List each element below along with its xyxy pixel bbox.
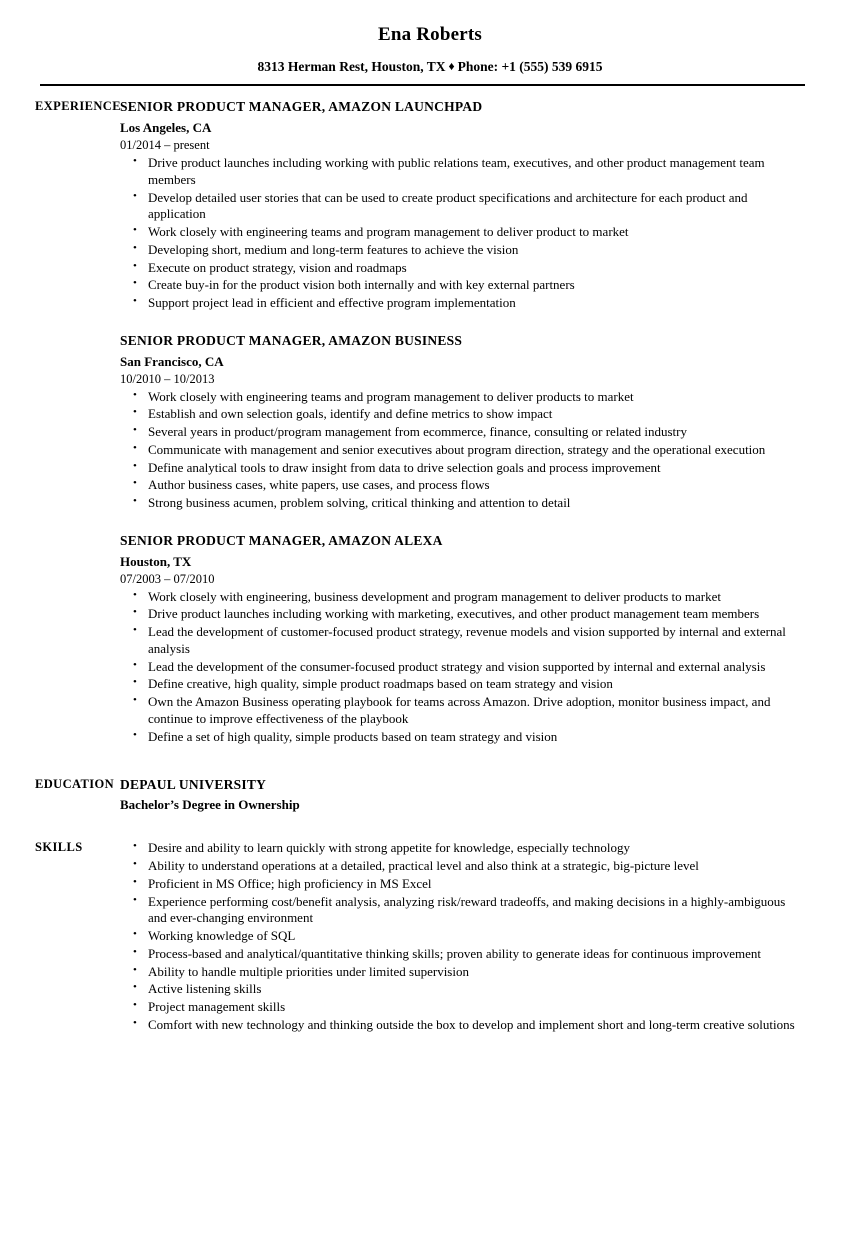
job-entry	[120, 533, 802, 746]
list-item: • Several years in product/program management from ecommerce, finance, consulting or related industry	[120, 424, 802, 441]
list-item: • Establish and own selection goals, identify and define metrics to show impact	[120, 406, 802, 423]
job-entry	[120, 99, 802, 312]
list-item: • Develop detailed user stories that can be used to create product specifications and architecture for each product and application	[120, 190, 802, 224]
list-item: • Drive product launches including working with public relations team, executives, and other product management team members	[120, 155, 802, 189]
job-bullet-list	[120, 155, 802, 312]
education-entry	[120, 777, 802, 815]
education-entries	[120, 777, 860, 815]
list-item: • Define a set of high quality, simple products based on team strategy and vision	[120, 729, 802, 746]
list-item: • Author business cases, white papers, use cases, and process flows	[120, 477, 802, 494]
section-skills	[0, 840, 860, 1034]
job-location: Los Angeles, CA	[120, 120, 212, 136]
education-school: DEPAUL UNIVERSITY	[120, 776, 267, 792]
list-item: • Work closely with engineering teams and program management to deliver product to market	[120, 224, 802, 241]
section-education	[0, 777, 860, 815]
list-item: • Desire and ability to learn quickly with strong appetite for knowledge, especially technology	[120, 840, 802, 857]
list-item: • Lead the development of the consumer-focused product strategy and vision supported by internal and external analysis	[120, 659, 802, 676]
experience-jobs	[120, 99, 860, 746]
job-dates: 10/2010 – 10/2013	[120, 371, 215, 386]
list-item: • Define analytical tools to draw insight from data to drive selection goals and process improvement	[120, 460, 802, 477]
contact-address: 8313 Herman Rest, Houston, TX	[257, 58, 446, 74]
section-experience	[0, 99, 860, 746]
list-item: • Create buy-in for the product vision both internally and with key external partners	[120, 277, 802, 294]
list-item: • Own the Amazon Business operating playbook for teams across Amazon. Drive adoption, monitor business impact, and continue to improve effectiveness of the playbook	[120, 694, 802, 728]
list-item: • Proficient in MS Office; high proficiency in MS Excel	[120, 876, 802, 893]
job-title: SENIOR PRODUCT MANAGER, AMAZON ALEXA	[120, 533, 443, 549]
list-item: • Drive product launches including working with marketing, executives, and other product management team members	[120, 606, 802, 623]
contact-phone: Phone: +1 (555) 539 6915	[457, 58, 603, 74]
list-item: • Work closely with engineering, business development and program management to deliver products to market	[120, 589, 802, 606]
list-item: • Communicate with management and senior executives about program direction, strategy and the operational execution	[120, 442, 802, 459]
section-label-skills: SKILLS	[35, 840, 83, 855]
contact-line	[0, 59, 860, 75]
job-bullet-list	[120, 589, 802, 746]
job-title: SENIOR PRODUCT MANAGER, AMAZON LAUNCHPAD	[120, 99, 483, 115]
list-item: • Active listening skills	[120, 981, 802, 998]
section-label-experience: EXPERIENCE	[35, 99, 121, 114]
list-item: • Execute on product strategy, vision and roadmaps	[120, 260, 802, 277]
candidate-name: Ena Roberts	[377, 24, 483, 45]
education-degree: Bachelor’s Degree in Ownership	[120, 797, 300, 813]
list-item: • Define creative, high quality, simple product roadmaps based on team strategy and vision	[120, 676, 802, 693]
list-item: • Project management skills	[120, 999, 802, 1016]
job-entry	[120, 333, 802, 512]
job-bullet-list	[120, 389, 802, 512]
resume-header	[0, 0, 860, 86]
list-item: • Support project lead in efficient and effective program implementation	[120, 295, 802, 312]
list-item: • Lead the development of customer-focused product strategy, revenue models and vision supported by internal and external analysis	[120, 624, 802, 658]
list-item: • Process-based and analytical/quantitative thinking skills; proven ability to generate ideas for continuous improvement	[120, 946, 802, 963]
job-location: Houston, TX	[120, 553, 192, 569]
section-label-education: EDUCATION	[35, 776, 115, 791]
job-location: San Francisco, CA	[120, 353, 224, 369]
skills-body	[120, 840, 860, 1034]
list-item: • Ability to handle multiple priorities under limited supervision	[120, 964, 802, 981]
list-item: • Experience performing cost/benefit analysis, analyzing risk/reward tradeoffs, and making decisions in a highly-ambiguous and ever-changing environment	[120, 894, 802, 928]
skills-bullet-list	[120, 840, 802, 1033]
job-dates: 01/2014 – present	[120, 138, 210, 153]
job-dates: 07/2003 – 07/2010	[120, 571, 215, 586]
header-divider	[40, 84, 805, 87]
list-item: • Comfort with new technology and thinking outside the box to develop and implement short and long-term creative solutions	[120, 1017, 802, 1034]
list-item: • Ability to understand operations at a detailed, practical level and also think at a strategic, big-picture level	[120, 858, 802, 875]
diamond-separator-icon: ♦	[448, 58, 455, 73]
list-item: • Work closely with engineering teams and program management to deliver products to market	[120, 389, 802, 406]
list-item: • Strong business acumen, problem solving, critical thinking and attention to detail	[120, 495, 802, 512]
list-item: • Working knowledge of SQL	[120, 928, 802, 945]
list-item: • Developing short, medium and long-term features to achieve the vision	[120, 242, 802, 259]
job-title: SENIOR PRODUCT MANAGER, AMAZON BUSINESS	[120, 333, 463, 349]
